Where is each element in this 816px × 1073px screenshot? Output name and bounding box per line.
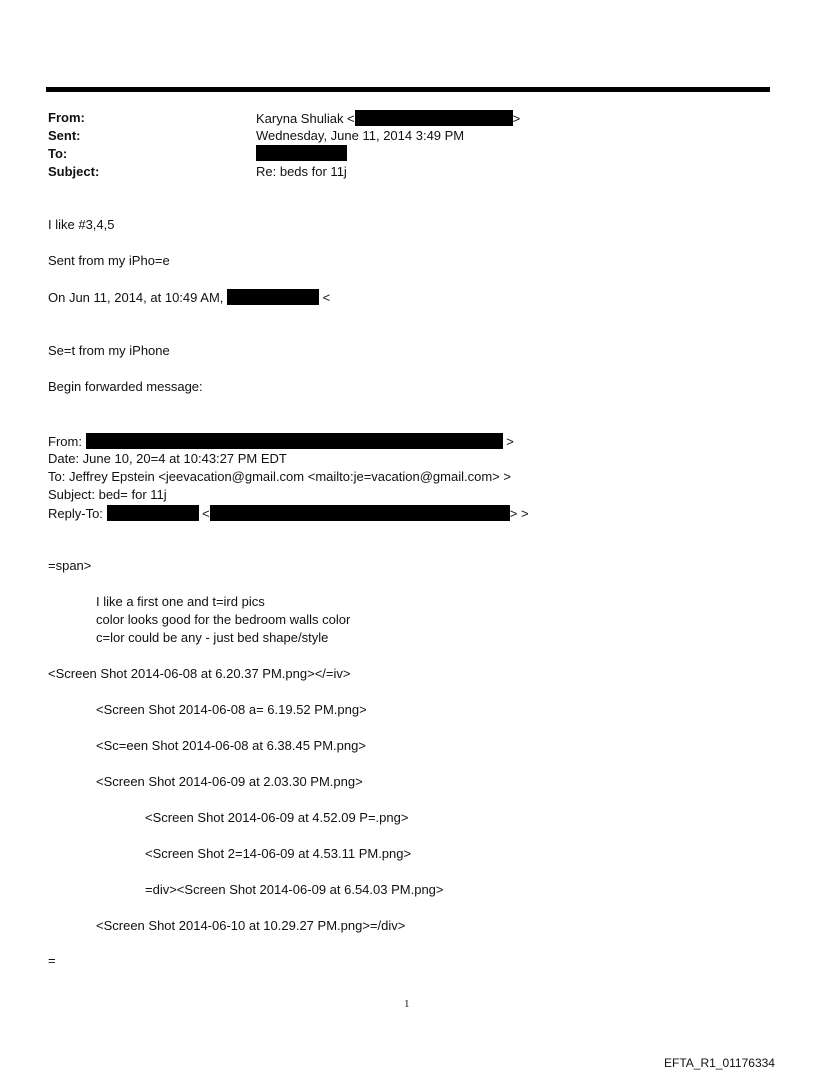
trailing-char: = — [48, 953, 56, 968]
redaction-box — [256, 145, 347, 161]
fwd-reply-to — [48, 505, 529, 522]
to-label: To: — [48, 146, 68, 161]
quote-intro: On Jun 11, 2014, at 10:49 AM, — [48, 290, 224, 305]
subject-label: Subject: — [48, 164, 100, 179]
message-line: color looks good for the bedroom walls color — [96, 612, 351, 627]
reply-close: > > — [509, 506, 529, 521]
redaction-box — [86, 433, 503, 449]
fwd-from-label: From: — [48, 434, 82, 449]
fwd-subject: Subject: bed= for 11j — [48, 487, 167, 502]
span-tag: =span> — [48, 558, 92, 573]
fwd-date: Date: June 10, 20=4 at 10:43:27 PM EDT — [48, 451, 287, 466]
from-value — [256, 110, 520, 127]
quote-bracket: < — [322, 290, 331, 305]
attachment-line: <Screen Shot 2014-06-08 at 6.20.37 PM.png></=iv> — [48, 666, 351, 681]
fwd-from-close: > — [506, 434, 514, 449]
from-close: > — [512, 111, 521, 126]
redaction-box — [210, 505, 510, 521]
attachment-line: <Screen Shot 2014-06-08 a= 6.19.52 PM.png> — [96, 702, 367, 717]
attachment-line: <Screen Shot 2014-06-09 at 4.52.09 P=.png> — [145, 810, 409, 825]
fwd-from — [48, 433, 514, 450]
subject-value: Re: beds for 11j — [256, 164, 347, 179]
header-rule — [46, 87, 770, 92]
body-line — [48, 289, 330, 306]
body-line: Begin forwarded message: — [48, 379, 203, 394]
body-line: I like #3,4,5 — [48, 217, 115, 232]
sent-label: Sent: — [48, 128, 81, 143]
bates-number: EFTA_R1_01176334 — [664, 1056, 775, 1070]
to-value — [256, 145, 347, 162]
redaction-box — [355, 110, 513, 126]
message-line: I like a first one and t=ird pics — [96, 594, 265, 609]
fwd-to: To: Jeffrey Epstein <jeevacation@gmail.com <mailto:je=vacation@gmail.com> > — [48, 469, 511, 484]
reply-bracket: < — [202, 506, 210, 521]
attachment-line: =div><Screen Shot 2014-06-09 at 6.54.03 PM.png> — [145, 882, 444, 897]
attachment-line: <Screen Shot 2014-06-09 at 2.03.30 PM.png> — [96, 774, 363, 789]
redaction-box — [227, 289, 319, 305]
from-name: Karyna Shuliak < — [256, 111, 355, 126]
sent-value: Wednesday, June 11, 2014 3:49 PM — [256, 128, 465, 143]
from-label: From: — [48, 110, 85, 125]
message-line: c=lor could be any - just bed shape/style — [96, 630, 329, 645]
redaction-box — [107, 505, 199, 521]
reply-label: Reply-To: — [48, 506, 103, 521]
attachment-line: <Screen Shot 2=14-06-09 at 4.53.11 PM.png> — [145, 846, 412, 861]
body-line: Se=t from my iPhone — [48, 343, 170, 358]
body-line: Sent from my iPho=e — [48, 253, 170, 268]
attachment-line: <Sc=een Shot 2014-06-08 at 6.38.45 PM.png> — [96, 738, 366, 753]
attachment-line: <Screen Shot 2014-06-10 at 10.29.27 PM.png>=/div> — [96, 918, 406, 933]
page-number: 1 — [404, 998, 410, 1010]
